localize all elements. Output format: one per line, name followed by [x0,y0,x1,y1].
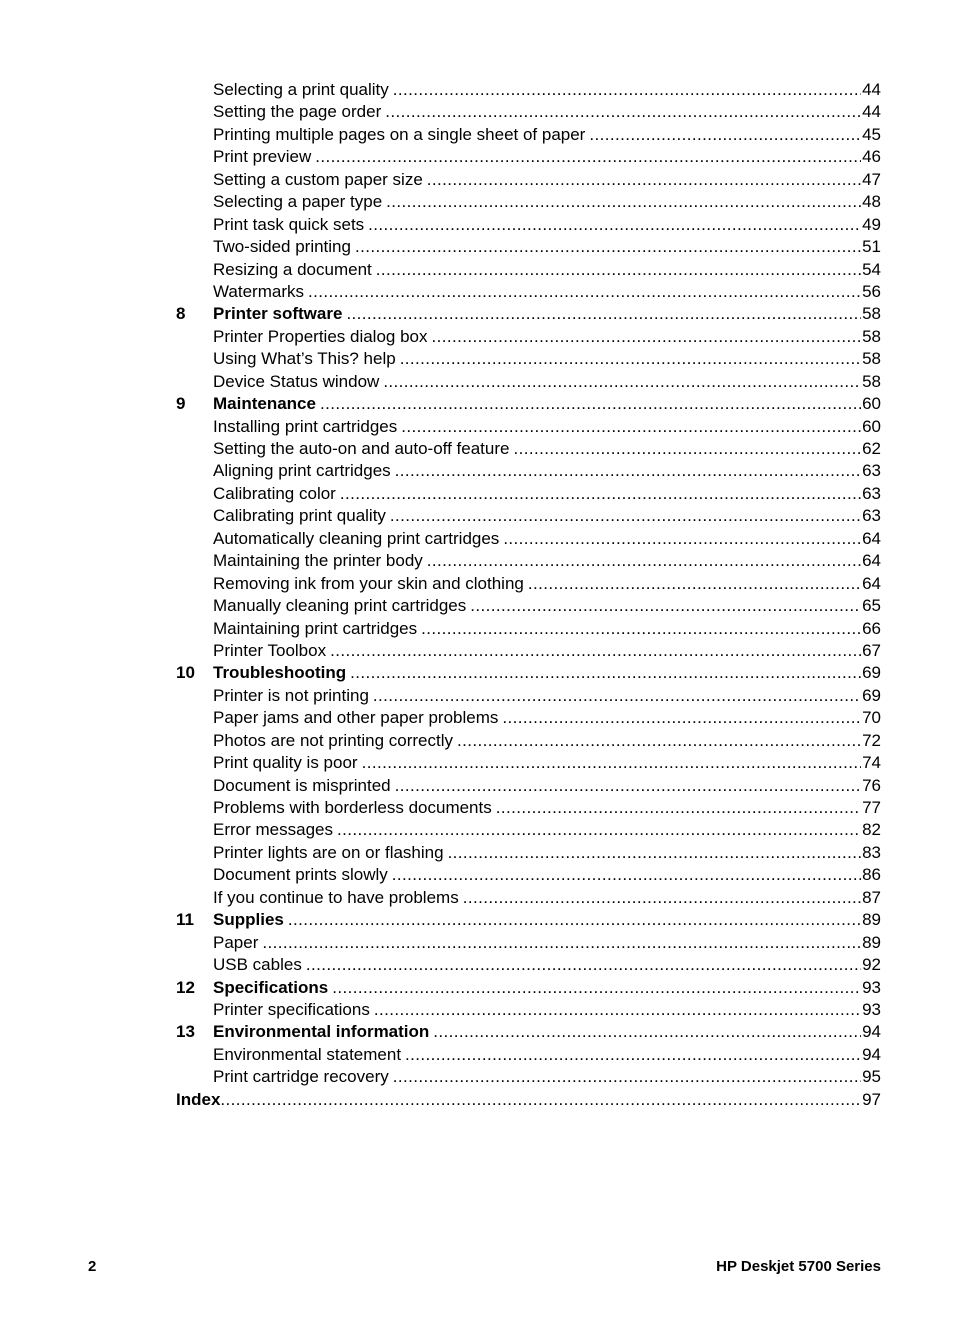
toc-dot-leader [320,393,861,415]
toc-entry-title: Printing multiple pages on a single sheet of paper [213,124,586,144]
toc-entry-title: Index [176,1089,221,1109]
toc-entry-title: Print quality is poor [213,753,358,773]
toc-entry-title: Printer Properties dialog box [213,326,428,346]
toc-page-number: 58 [862,304,881,324]
toc-entry[interactable] [176,999,881,1021]
toc-dot-leader [337,819,861,841]
toc-entry-title: Document prints slowly [213,865,388,885]
toc-page-number: 72 [862,730,881,750]
toc-dot-leader [355,236,861,258]
toc-entry[interactable] [176,707,881,729]
toc-entry-title: Maintaining print cartridges [213,618,418,638]
toc-entry-title: Troubleshooting [213,663,347,683]
toc-entry-title: Two-sided printing [213,237,351,257]
toc-entry-title: Print cartridge recovery [213,1067,389,1087]
toc-page-number: 47 [862,169,881,189]
toc-page-number: 58 [862,326,881,346]
toc-dot-leader [362,752,862,774]
toc-dot-leader [376,259,861,281]
toc-dot-leader [427,550,861,572]
toc-chapter-entry[interactable] [176,303,881,325]
toc-dot-leader [332,977,861,999]
toc-page-number: 83 [862,842,881,862]
toc-page-number: 92 [862,955,881,975]
toc-dot-leader [528,573,861,595]
toc-dot-leader [432,326,862,348]
toc-entry-title: Manually cleaning print cartridges [213,596,467,616]
toc-entry-title: Supplies [213,910,284,930]
toc-page-number: 70 [862,708,881,728]
toc-entry[interactable] [176,505,881,527]
toc-page-number: 89 [862,910,881,930]
toc-chapter-number: 13 [176,1022,195,1042]
toc-entry[interactable] [176,191,881,213]
toc-entry-title: Calibrating color [213,483,336,503]
toc-entry-title: Document is misprinted [213,775,391,795]
toc-entry-title: If you continue to have problems [213,887,459,907]
toc-page-number: 45 [862,124,881,144]
toc-dot-leader [421,618,861,640]
toc-dot-leader [346,303,861,325]
toc-page-number: 95 [862,1067,881,1087]
toc-entry-title: Printer software [213,304,343,324]
toc-dot-leader [427,169,861,191]
toc-entry[interactable] [176,146,881,168]
toc-entry-title: Environmental information [213,1022,430,1042]
toc-page-number: 44 [862,80,881,99]
toc-page-number: 76 [862,775,881,795]
toc-chapter-entry[interactable] [176,662,881,684]
toc-page-number: 60 [862,394,881,414]
toc-entry-title: Setting the auto-on and auto-off feature [213,439,510,458]
toc-entry[interactable] [176,1044,881,1066]
toc-entry-title: Printer specifications [213,999,370,1019]
toc-dot-leader [262,932,861,954]
toc-page-number: 58 [862,349,881,369]
toc-dot-leader [386,191,861,213]
toc-entry[interactable] [176,348,881,370]
toc-page-number: 64 [862,573,881,593]
toc-entry[interactable] [176,550,881,572]
toc-entry-title: Maintaining the printer body [213,551,423,571]
toc-entry[interactable] [176,595,881,617]
table-of-contents [176,79,881,1111]
toc-dot-leader [315,146,861,168]
toc-entry-title: Selecting a print quality [213,80,389,99]
product-name: HP Deskjet 5700 Series [716,1258,881,1275]
toc-entry[interactable] [176,460,881,482]
toc-page-number: 62 [862,439,881,458]
toc-entry[interactable] [176,101,881,123]
toc-dot-leader [350,662,861,684]
toc-entry[interactable] [176,842,881,864]
toc-dot-leader [393,79,861,101]
toc-page-number: 94 [862,1022,881,1042]
toc-entry[interactable] [176,819,881,841]
toc-dot-leader [390,505,861,527]
toc-entry-title: Print task quick sets [213,214,365,234]
toc-entry[interactable] [176,438,881,460]
toc-dot-leader [470,595,861,617]
toc-dot-leader [288,909,861,931]
toc-page-number: 69 [862,685,881,705]
toc-entry-title: Installing print cartridges [213,416,398,436]
toc-entry-title: Printer lights are on or flashing [213,842,444,862]
toc-page-number: 64 [862,528,881,548]
toc-entry[interactable] [176,954,881,976]
toc-index-entry[interactable] [176,1089,881,1111]
toc-dot-leader [374,999,861,1021]
toc-entry[interactable] [176,483,881,505]
toc-dot-leader [393,1066,861,1088]
toc-entry-title: Printer is not printing [213,685,369,705]
toc-dot-leader [373,685,861,707]
toc-page-number: 48 [862,192,881,212]
toc-chapter-entry[interactable] [176,909,881,931]
toc-entry[interactable] [176,416,881,438]
toc-chapter-number: 10 [176,663,195,683]
toc-entry[interactable] [176,573,881,595]
toc-chapter-entry[interactable] [176,977,881,999]
toc-page-number: 87 [862,887,881,907]
toc-entry-title: USB cables [213,955,302,975]
toc-entry[interactable] [176,864,881,886]
toc-page-number: 74 [862,753,881,773]
toc-chapter-number: 12 [176,977,195,997]
toc-entry[interactable] [176,730,881,752]
toc-dot-leader [220,1089,861,1111]
toc-entry-title: Printer Toolbox [213,640,327,660]
toc-page-number: 63 [862,461,881,481]
toc-page-number: 46 [862,147,881,167]
toc-entry-title: Paper [213,932,259,952]
toc-dot-leader [400,348,861,370]
toc-page-number: 67 [862,640,881,660]
toc-entry-title: Setting the page order [213,102,382,122]
toc-dot-leader [496,797,861,819]
toc-entry-title: Automatically cleaning print cartridges [213,528,500,548]
toc-page-number: 58 [862,371,881,391]
toc-dot-leader [457,730,861,752]
toc-dot-leader [368,214,861,236]
toc-page-number: 93 [862,977,881,997]
toc-dot-leader [392,864,861,886]
toc-entry[interactable] [176,887,881,909]
toc-entry[interactable] [176,932,881,954]
toc-page-number: 63 [862,483,881,503]
page-number: 2 [88,1258,97,1275]
toc-dot-leader [502,707,861,729]
toc-entry[interactable] [176,685,881,707]
toc-entry[interactable] [176,640,881,662]
toc-dot-leader [383,371,861,393]
page-footer [88,1258,881,1275]
toc-dot-leader [330,640,861,662]
toc-entry-title: Aligning print cartridges [213,461,391,481]
toc-dot-leader [405,1044,861,1066]
toc-dot-leader [395,775,861,797]
toc-page-number: 54 [862,259,881,279]
toc-entry[interactable] [176,169,881,191]
toc-entry-title: Watermarks [213,281,304,301]
toc-entry[interactable] [176,259,881,281]
toc-page-number: 82 [862,820,881,840]
toc-chapter-number: 9 [176,394,186,414]
toc-page-number: 89 [862,932,881,952]
toc-entry-title: Device Status window [213,371,380,391]
toc-dot-leader [589,124,861,146]
toc-chapter-entry[interactable] [176,393,881,415]
toc-entry-title: Selecting a paper type [213,192,383,212]
toc-entry[interactable] [176,236,881,258]
toc-page-number: 63 [862,506,881,526]
toc-page-number: 65 [862,596,881,616]
toc-page-number: 94 [862,1044,881,1064]
toc-dot-leader [448,842,862,864]
toc-entry-title: Using What’s This? help [213,349,396,369]
toc-entry-title: Environmental statement [213,1044,402,1064]
toc-entry[interactable] [176,752,881,774]
toc-page-number: 86 [862,865,881,885]
toc-dot-leader [513,438,861,460]
toc-dot-leader [503,528,861,550]
toc-dot-leader [395,460,861,482]
toc-page-number: 56 [862,281,881,301]
toc-entry[interactable] [176,124,881,146]
toc-entry[interactable] [176,371,881,393]
toc-entry-title: Specifications [213,977,329,997]
toc-dot-leader [385,101,861,123]
toc-dot-leader [340,483,861,505]
toc-page-number: 44 [862,102,881,122]
toc-page-number: 51 [862,237,881,257]
toc-page-number: 49 [862,214,881,234]
toc-entry-title: Setting a custom paper size [213,169,423,189]
toc-entry[interactable] [176,326,881,348]
toc-entry[interactable] [176,618,881,640]
toc-dot-leader [463,887,861,909]
toc-page-number: 77 [862,798,881,817]
toc-entry-title: Resizing a document [213,259,372,279]
toc-entry-title: Calibrating print quality [213,506,386,526]
toc-page-number: 66 [862,618,881,638]
toc-dot-leader [308,281,861,303]
toc-entry[interactable] [176,214,881,236]
toc-entry-title: Maintenance [213,394,316,414]
toc-entry[interactable] [176,797,881,819]
toc-entry[interactable] [176,281,881,303]
toc-dot-leader [433,1021,861,1043]
toc-page-number: 69 [862,663,881,683]
toc-entry[interactable] [176,1066,881,1088]
toc-entry-title: Error messages [213,820,333,840]
toc-entry-title: Print preview [213,147,312,167]
toc-chapter-entry[interactable] [176,1021,881,1043]
toc-page-number: 97 [862,1089,881,1109]
toc-entry[interactable] [176,528,881,550]
toc-page-number: 93 [862,999,881,1019]
toc-entry-title: Photos are not printing correctly [213,730,454,750]
toc-dot-leader [401,416,861,438]
toc-chapter-number: 8 [176,304,186,324]
toc-page-number: 60 [862,416,881,436]
toc-page-number: 64 [862,551,881,571]
toc-entry-title: Removing ink from your skin and clothing [213,573,524,593]
toc-entry-title: Problems with borderless documents [213,798,492,817]
toc-entry-title: Paper jams and other paper problems [213,708,499,728]
toc-entry[interactable] [176,775,881,797]
toc-dot-leader [306,954,861,976]
toc-chapter-number: 11 [176,910,194,930]
toc-entry[interactable] [176,79,881,101]
